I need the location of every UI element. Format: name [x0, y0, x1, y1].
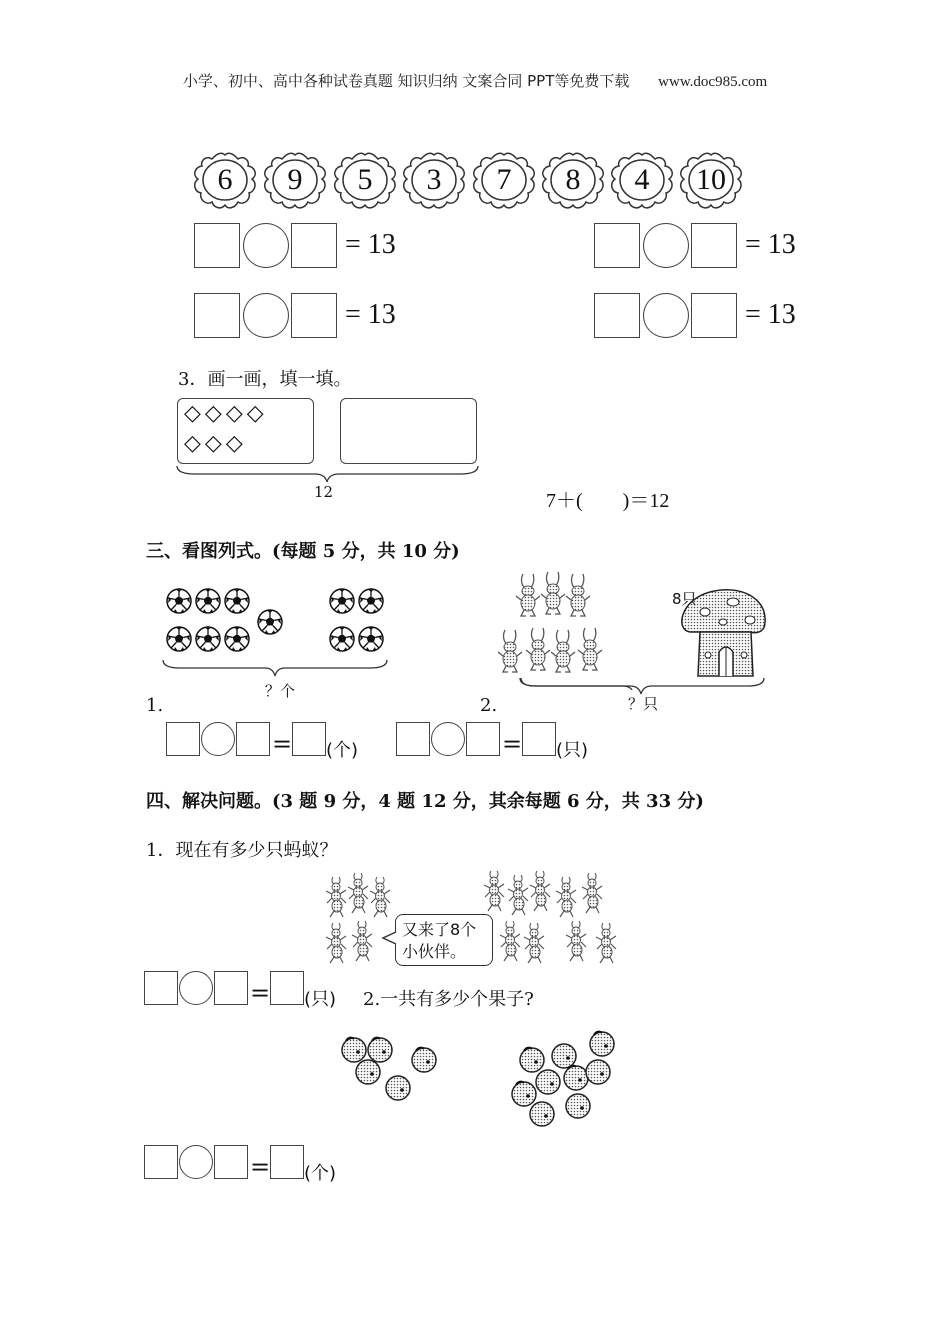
fruit-icon — [412, 1048, 436, 1072]
flower-number: 4 — [634, 163, 650, 196]
answer-box[interactable] — [214, 1145, 248, 1179]
operator-circle[interactable] — [179, 971, 213, 1005]
flower-number-card — [332, 151, 398, 209]
answer-box[interactable] — [291, 223, 337, 268]
answer-box[interactable] — [594, 223, 640, 268]
rabbit-icon — [578, 628, 602, 670]
rabbit-icon — [498, 630, 522, 672]
fruit-icon — [530, 1102, 554, 1126]
speech-bubble — [395, 914, 493, 966]
answer-box[interactable] — [594, 293, 640, 338]
ant-icon — [326, 923, 346, 963]
operator-circle[interactable] — [243, 223, 289, 268]
soccer-ball-icon — [196, 589, 220, 613]
soccer-ball-icon — [330, 627, 354, 651]
answer-box[interactable] — [691, 293, 737, 338]
q1-title: 1．现在有多少只蚂蚁？ — [146, 840, 338, 861]
flower-number-card — [471, 151, 537, 209]
equals-sign: = — [502, 730, 523, 758]
answer-box[interactable] — [144, 971, 178, 1005]
flower-number-card — [192, 151, 258, 209]
diamond-icon: ◇ — [204, 401, 226, 426]
diamond-icon: ◇ — [246, 401, 268, 426]
q1-unit: (只) — [304, 989, 337, 1010]
equals-13-label: = 13 — [345, 299, 396, 330]
ant-icon — [596, 923, 616, 963]
answer-box[interactable] — [236, 722, 270, 756]
flower-number: 8 — [565, 163, 581, 196]
page-header — [0, 70, 950, 91]
fruit-picture — [338, 1028, 618, 1130]
diamond-icon: ◇ — [184, 401, 205, 426]
ant-icon — [530, 871, 550, 911]
flower-number: 10 — [696, 163, 726, 196]
ant-icon — [370, 877, 390, 917]
p1-brace-label: ？个 — [265, 682, 296, 700]
brace-label-12: 12 — [314, 483, 334, 501]
operator-circle[interactable] — [179, 1145, 213, 1179]
answer-box[interactable] — [292, 722, 326, 756]
bubble-line-2: 小伙伴。 — [402, 942, 467, 961]
ant-icon — [556, 877, 576, 917]
flower-number-card — [678, 151, 744, 209]
q2-title: 2.一共有多少个果子? — [363, 989, 534, 1010]
answer-box[interactable] — [166, 722, 200, 756]
diamond-icon: ◇ — [184, 431, 205, 456]
answer-box[interactable] — [396, 722, 430, 756]
rabbit-picture — [495, 570, 770, 690]
fruit-icon — [564, 1066, 588, 1090]
diamond-icon: ◇ — [225, 401, 247, 426]
soccer-ball-icon — [167, 627, 191, 651]
answer-box[interactable] — [291, 293, 337, 338]
flower-number-card — [540, 151, 606, 209]
fruit-icon — [566, 1094, 590, 1118]
answer-box[interactable] — [194, 223, 240, 268]
soccer-ball-icon — [225, 627, 249, 651]
equals-13-label: = 13 — [345, 229, 396, 260]
diamond-row-bottom — [184, 431, 247, 456]
answer-box[interactable] — [194, 293, 240, 338]
ant-icon — [500, 921, 520, 961]
answer-box[interactable] — [144, 1145, 178, 1179]
p1-unit: (个) — [326, 740, 359, 761]
answer-box[interactable] — [270, 971, 304, 1005]
operator-circle[interactable] — [643, 293, 689, 338]
flower-number: 9 — [287, 163, 303, 196]
house-label-8: 8只 — [672, 590, 697, 608]
rabbit-icon — [516, 574, 540, 616]
operator-circle[interactable] — [201, 722, 235, 756]
rabbit-icon — [551, 630, 575, 672]
ant-icon — [524, 923, 544, 963]
equals-13-label: = 13 — [745, 229, 796, 260]
fruit-icon — [356, 1060, 380, 1084]
flower-number: 6 — [217, 163, 233, 196]
answer-box[interactable] — [214, 971, 248, 1005]
fruit-icon — [512, 1082, 536, 1106]
q2-unit: (个) — [304, 1163, 337, 1184]
header-site[interactable]: www.doc985.com — [658, 74, 768, 90]
q3-title: 3．画一画，填一填。 — [178, 369, 352, 390]
bubble-line-1: 又来了8个 — [402, 920, 477, 939]
answer-box[interactable] — [522, 722, 556, 756]
drawing-box[interactable] — [340, 398, 477, 464]
fruit-icon — [552, 1044, 576, 1068]
soccer-ball-icon — [330, 589, 354, 613]
fruit-icon — [536, 1070, 560, 1094]
rabbit-icon — [541, 572, 565, 614]
p2-brace-label: ？只 — [628, 695, 659, 713]
equals-sign: = — [250, 1153, 271, 1181]
ant-icon — [566, 921, 586, 961]
fruit-icon — [590, 1032, 614, 1056]
fruit-icon — [342, 1038, 366, 1062]
soccer-ball-icon — [196, 627, 220, 651]
operator-circle[interactable] — [431, 722, 465, 756]
answer-box[interactable] — [466, 722, 500, 756]
soccer-ball-icon — [167, 589, 191, 613]
flower-number: 3 — [426, 163, 442, 196]
operator-circle[interactable] — [243, 293, 289, 338]
equals-sign: = — [272, 730, 293, 758]
ant-icon — [348, 873, 368, 913]
bubble-tail-icon — [381, 930, 397, 946]
soccer-ball-icon — [359, 627, 383, 651]
soccer-ball-icon — [258, 610, 282, 634]
diamond-icon: ◇ — [204, 431, 226, 456]
p2-number: 2. — [480, 695, 498, 716]
diamond-icon: ◇ — [225, 431, 247, 456]
q3-equation: 7＋( )＝12 — [546, 490, 670, 512]
equals-sign: = — [250, 979, 271, 1007]
p1-number: 1. — [146, 695, 164, 716]
section3-title: 三、看图列式。(每题 5 分，共 10 分) — [146, 541, 460, 562]
flower-number-card — [609, 151, 675, 209]
operator-circle[interactable] — [643, 223, 689, 268]
soccer-ball-icon — [225, 589, 249, 613]
fruit-icon — [520, 1048, 544, 1072]
flower-number: 5 — [357, 163, 373, 196]
section4-title: 四、解决问题。(3 题 9 分，4 题 12 分，其余每题 6 分，共 33 分) — [146, 791, 704, 812]
equals-13-label: = 13 — [745, 299, 796, 330]
fruit-icon — [386, 1076, 410, 1100]
fruit-icon — [368, 1038, 392, 1062]
ant-icon — [326, 877, 346, 917]
answer-box[interactable] — [270, 1145, 304, 1179]
ant-icon — [582, 873, 602, 913]
p2-unit: (只) — [556, 740, 589, 761]
ant-icon — [508, 875, 528, 915]
diamond-row-top — [184, 401, 268, 426]
diamond-box — [177, 398, 314, 464]
flower-number: 7 — [496, 163, 512, 196]
flower-number-card — [262, 151, 328, 209]
ant-icon — [484, 871, 504, 911]
answer-box[interactable] — [691, 223, 737, 268]
ant-icon — [352, 921, 372, 961]
rabbit-icon — [566, 574, 590, 616]
header-text: 小学、初中、高中各种试卷真题 知识归纳 文案合同 PPT等免费下载 — [182, 72, 630, 90]
flower-number-card — [401, 151, 467, 209]
rabbit-icon — [526, 628, 550, 670]
soccer-ball-icon — [359, 589, 383, 613]
fruit-icon — [586, 1060, 610, 1084]
